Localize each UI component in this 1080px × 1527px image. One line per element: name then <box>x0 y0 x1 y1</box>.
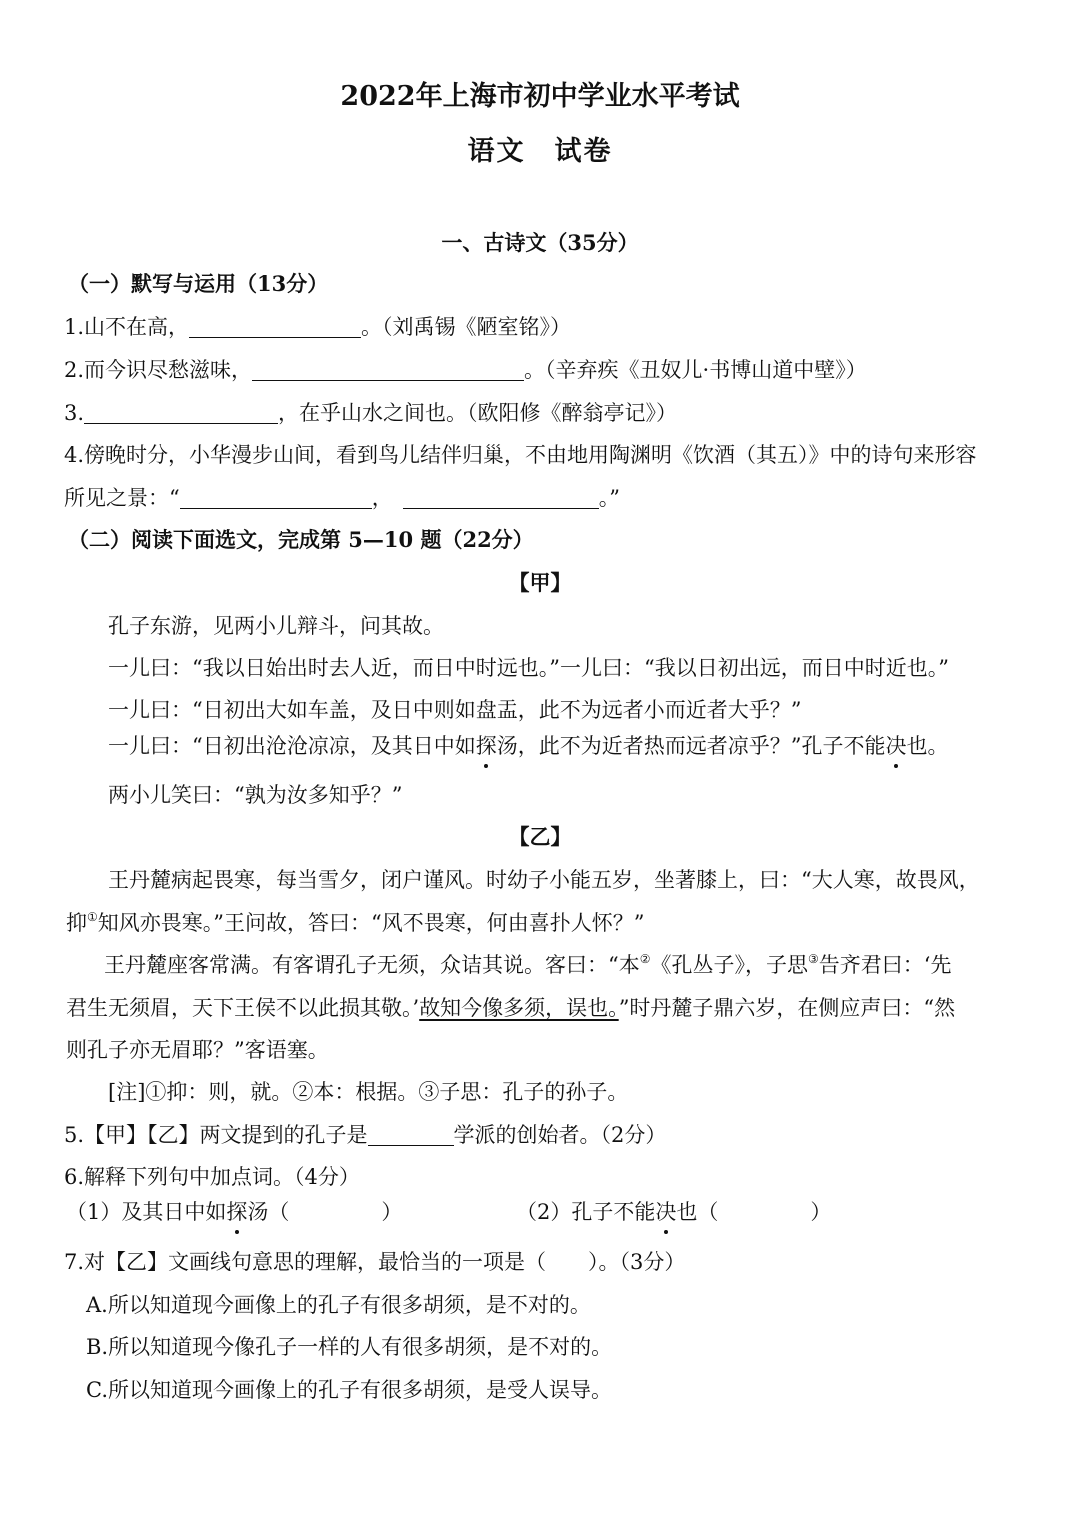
passage-jia-paragraph: 一儿曰：“我以日始出时去人近，而日中时远也。”一儿曰：“我以日初出远，而日中时近也。” <box>108 656 949 680</box>
footnote-marker: ② <box>639 952 651 966</box>
passage-yi-paragraph <box>66 909 644 937</box>
text-run: 也。 <box>906 734 949 758</box>
question-3 <box>64 399 677 427</box>
text-run: （2）孔子不能 <box>516 1200 656 1224</box>
answer-blank[interactable] <box>189 317 361 338</box>
annotation-note: [注]①抑：则，就。②本：根据。③子思：孔子的孙子。 <box>108 1080 629 1104</box>
passage-yi-paragraph <box>66 994 955 1022</box>
question-1-prompt: 1.山不在高， <box>64 315 190 339</box>
text-run: ”时丹麓子鼎六岁，在侧应声曰：“然 <box>618 996 956 1020</box>
part1-heading: （一）默写与运用（13分） <box>68 271 329 296</box>
exam-subtitle: 语文 试卷 <box>467 136 613 167</box>
part2-heading: （二）阅读下面选文，完成第 5—10 题（22分） <box>68 527 534 552</box>
punctuation: 。” <box>598 486 620 510</box>
passage-jia-paragraph: 两小儿笑曰：“孰为汝多知乎？” <box>108 783 403 807</box>
answer-blank[interactable] <box>252 360 524 381</box>
passage-jia-paragraph: 一儿曰：“日初出大如车盖，及日中则如盘盂，此不为远者小而近者大乎？” <box>108 698 802 722</box>
text-run: 汤（ <box>247 1200 290 1224</box>
text-run: ） <box>381 1200 403 1224</box>
question-3-source: ，在乎山水之间也。（欧阳修《醉翁亭记》） <box>278 401 678 425</box>
answer-blank[interactable] <box>180 488 372 509</box>
punctuation: ， <box>371 486 393 510</box>
passage-jia-paragraph <box>108 732 948 760</box>
question-6-item-2 <box>516 1198 831 1226</box>
dotted-word: 探 <box>226 1200 248 1224</box>
question-6-item-1 <box>66 1198 402 1226</box>
question-4-line2 <box>64 484 620 512</box>
section-heading: 一、古诗文（35分） <box>441 230 639 255</box>
text-run: 君生无须眉，天下王侯不以此损其敬。’ <box>66 996 420 1020</box>
dotted-word: 探 <box>475 734 497 758</box>
text-run: 知风亦畏寒。”王问故，答曰：“风不畏寒，何由喜扑人怀？” <box>97 911 645 935</box>
question-5-points: 学派的创始者。（2分） <box>453 1123 667 1147</box>
footnote-marker: ① <box>87 910 98 924</box>
option-b[interactable]: B.所以知道现今像孔子一样的人有很多胡须，是不对的。 <box>86 1335 613 1359</box>
passage-yi-paragraph: 则孔子亦无眉耶？”客语塞。 <box>66 1038 329 1062</box>
text-run: 也（ <box>676 1200 719 1224</box>
option-c[interactable]: C.所以知道现今画像上的孔子有很多胡须，是受人误导。 <box>86 1378 612 1402</box>
question-4-line1: 4.傍晚时分，小华漫步山间，看到鸟儿结伴归巢，不由地用陶渊明《饮酒（其五）》中的诗句来形容 <box>64 443 977 467</box>
text-run: 《孔丛子》，子思 <box>650 953 808 977</box>
option-a[interactable]: A.所以知道现今画像上的孔子有很多胡须，是不对的。 <box>86 1293 591 1317</box>
question-3-number: 3. <box>64 401 85 425</box>
text-run: ） <box>810 1200 832 1224</box>
dotted-word: 决 <box>655 1200 677 1224</box>
text-run: 一儿曰：“日初出沧沧凉凉，及其日中如 <box>108 734 476 758</box>
question-1-source: 。（刘禹锡《陋室铭》） <box>361 315 572 339</box>
underlined-sentence: 故知今像多须，误也。 <box>419 996 619 1020</box>
answer-blank[interactable] <box>368 1125 454 1146</box>
answer-blank[interactable] <box>403 488 599 509</box>
question-5 <box>64 1121 666 1149</box>
question-5-prompt: 5.【甲】【乙】两文提到的孔子是 <box>64 1123 368 1147</box>
text-run: 抑 <box>66 911 87 935</box>
passage-yi-paragraph <box>104 951 951 979</box>
text-run: 告齐君曰：‘先 <box>818 953 952 977</box>
question-2-prompt: 2.而今识尽愁滋味， <box>64 358 253 382</box>
exam-title: 2022年上海市初中学业水平考试 <box>340 81 740 112</box>
question-6: 6.解释下列句中加点词。（4分） <box>64 1165 360 1189</box>
passage-yi-paragraph: 王丹麓病起畏寒，每当雪夕，闭户谨风。时幼子小能五岁，坐著膝上，曰：“大人寒，故畏风， <box>108 868 980 892</box>
question-1 <box>64 313 571 341</box>
text-run: 王丹麓座客常满。有客谓孔子无须，众诘其说。客曰：“本 <box>104 953 640 977</box>
footnote-marker: ③ <box>808 952 819 966</box>
passage-jia-label: 【甲】 <box>508 570 572 595</box>
answer-blank[interactable] <box>84 403 278 424</box>
dotted-word: 决 <box>885 734 907 758</box>
question-7: 7.对【乙】文画线句意思的理解，最恰当的一项是（ ）。（3分） <box>64 1250 686 1274</box>
question-4-prompt: 所见之景：“ <box>64 486 180 510</box>
passage-jia-paragraph: 孔子东游，见两小儿辩斗，问其故。 <box>108 614 444 638</box>
text-run: 汤，此不为近者热而远者凉乎？”孔子不能 <box>496 734 886 758</box>
question-2-source: 。（辛弃疾《丑奴儿·书博山道中壁》） <box>524 358 867 382</box>
passage-yi-label: 【乙】 <box>508 824 572 849</box>
text-run: （1）及其日中如 <box>66 1200 227 1224</box>
question-2 <box>64 356 867 384</box>
